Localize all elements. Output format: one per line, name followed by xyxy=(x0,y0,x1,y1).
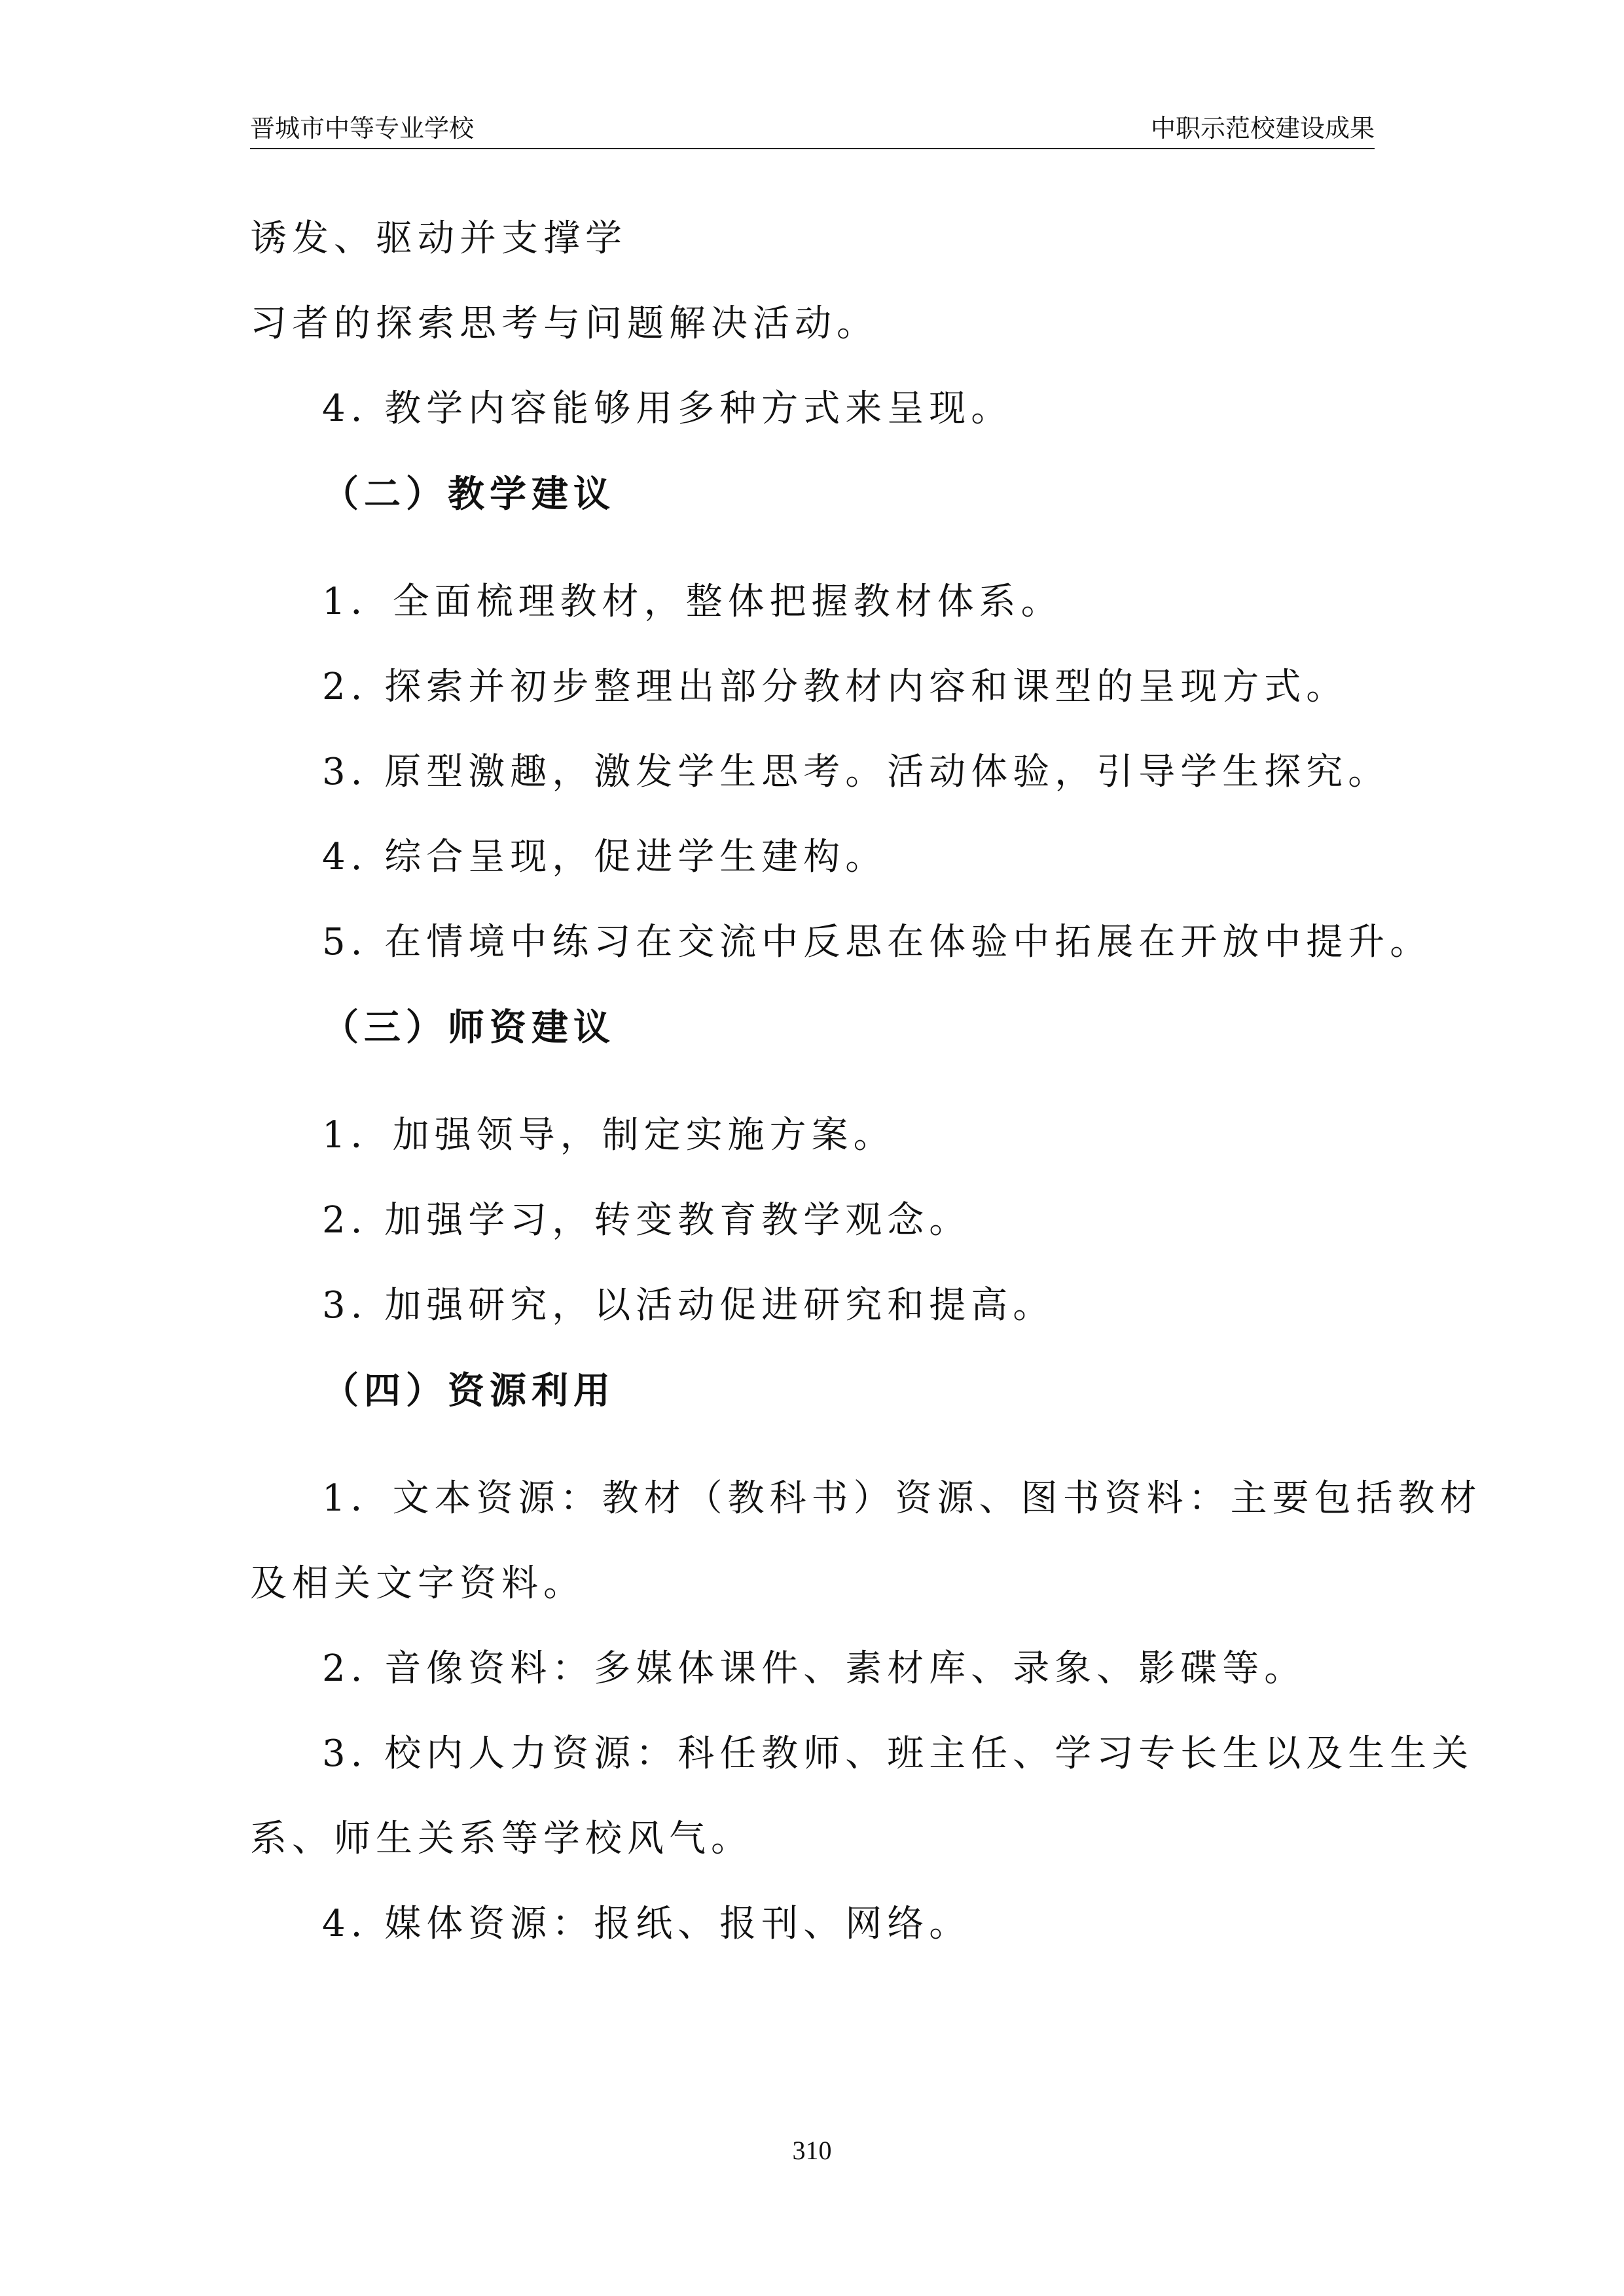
paragraph-line: 诱发、驱动并支撑学 xyxy=(250,217,627,260)
section-heading-teaching-suggestions: （二）教学建议 xyxy=(322,473,615,516)
list-item: 4. 教学内容能够用多种方式来呈现。 xyxy=(322,387,1013,430)
list-item: 1．全面梳理教材，整体把握教材体系。 xyxy=(322,581,1063,623)
list-item: 1．加强领导，制定实施方案。 xyxy=(322,1114,895,1157)
list-item: 2. 音像资料：多媒体课件、素材库、录象、影碟等。 xyxy=(322,1647,1307,1690)
paragraph-line: 习者的探索思考与问题解决活动。 xyxy=(250,302,878,345)
section-heading-faculty-suggestions: （三）师资建议 xyxy=(322,1006,615,1049)
list-item: 3. 加强研究，以活动促进研究和提高。 xyxy=(322,1284,1055,1327)
list-item: 2. 加强学习，转变教育教学观念。 xyxy=(322,1199,971,1242)
header-school-name: 晋城市中等专业学校 xyxy=(250,114,475,143)
page-number: 310 xyxy=(792,2136,832,2165)
list-item: 4. 综合呈现，促进学生建构。 xyxy=(322,836,888,878)
list-item: 5. 在情境中练习在交流中反思在体验中拓展在开放中提升。 xyxy=(322,921,1432,963)
paragraph-line: 及相关文字资料。 xyxy=(250,1562,585,1605)
page-header xyxy=(250,111,1375,149)
list-item: 3. 校内人力资源：科任教师、班主任、学习专长生以及生生关 xyxy=(322,1732,1474,1775)
section-heading-resource-use: （四）资源利用 xyxy=(322,1369,615,1412)
paragraph-line: 系、师生关系等学校风气。 xyxy=(250,1818,753,1860)
list-item: 1．文本资源：教材（教科书）资源、图书资料：主要包括教材 xyxy=(322,1477,1482,1520)
list-item: 2. 探索并初步整理出部分教材内容和课型的呈现方式。 xyxy=(322,666,1348,708)
list-item: 4. 媒体资源：报纸、报刊、网络。 xyxy=(322,1903,971,1945)
header-document-title: 中职示范校建设成果 xyxy=(1150,114,1375,143)
list-item: 3. 原型激趣，激发学生思考。活动体验，引导学生探究。 xyxy=(322,751,1390,793)
